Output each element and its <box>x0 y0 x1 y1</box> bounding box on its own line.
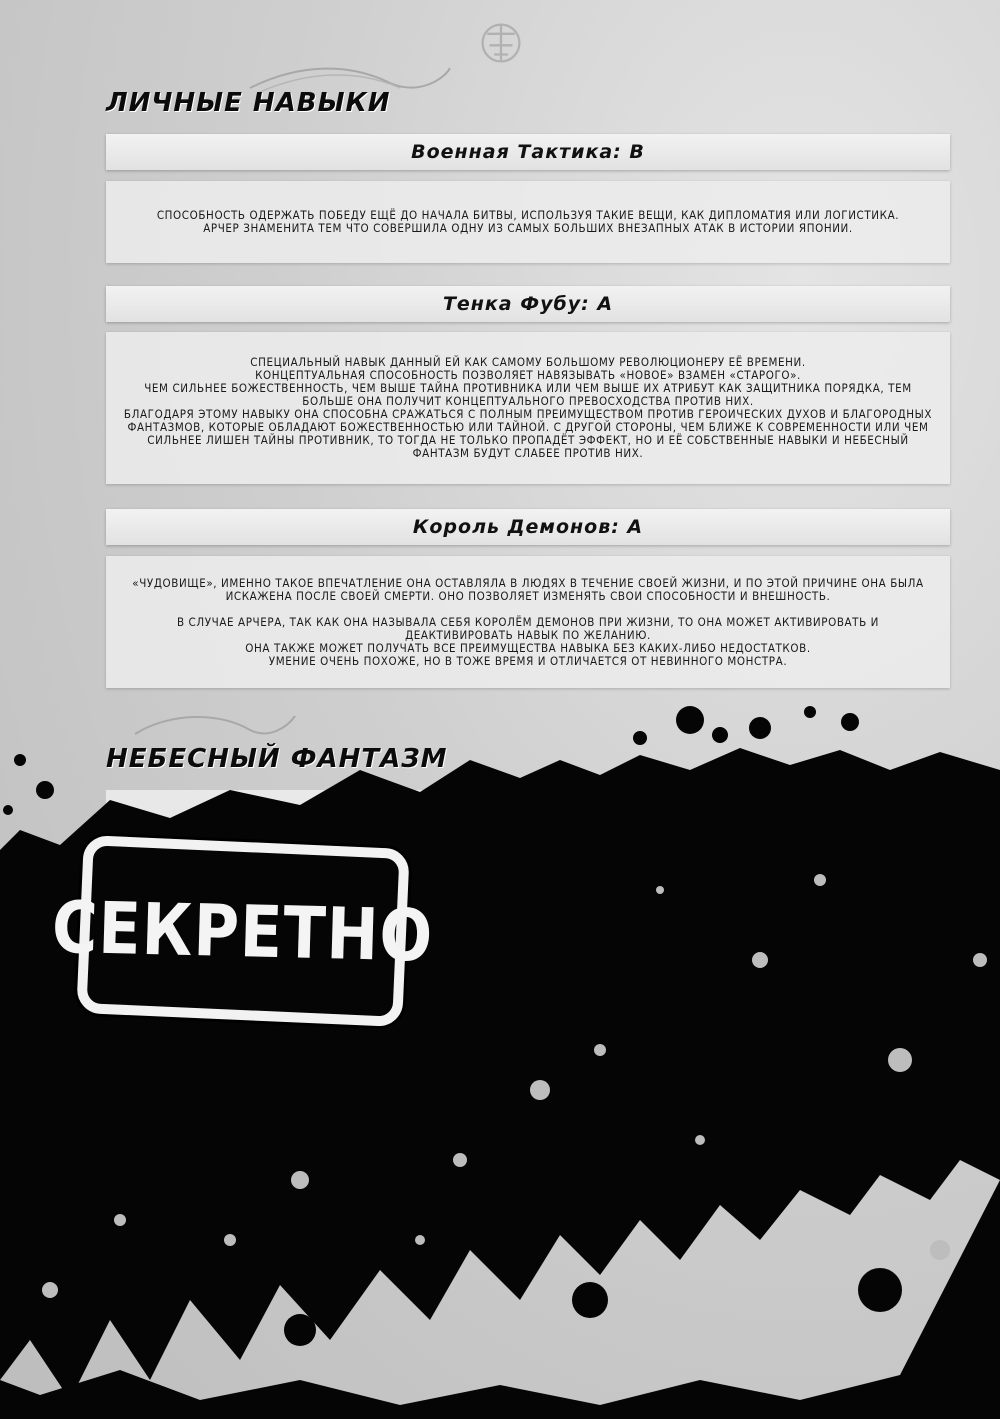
skill-paragraph: УМЕНИЕ ОЧЕНЬ ПОХОЖЕ, НО В ТОЖЕ ВРЕМЯ И ОТЛИЧАЕТСЯ ОТ НЕВИННОГО МОНСТРА. <box>268 653 788 668</box>
skill-paragraph: БЛАГОДАРЯ ЭТОМУ НАВЫКУ ОНА СПОСОБНА СРАЖАТЬСЯ С ПОЛНЫМ ПРЕИМУЩЕСТВОМ ПРОТИВ ГЕРОИЧЕСКИХ ДУХОВ И БЛАГОРОДНЫХ ФАНТАЗМОВ, КОТОРЫЕ ОБЛАДАЮТ БОЖЕСТВЕННОСТЬЮ ИЛИ ТАЙНОЙ. С ДРУГОЙ СТОРОНЫ, ЧЕМ БЛИЖЕ К СОВРЕМЕННОСТИ ИЛИ ЧЕМ СИЛЬНЕЕ ЛИШЕН ТАЙНЫ ПРОТИВНИК, ТО ТОГДА НЕ ТОЛЬКО ПРОПАДЁТ ЭФФЕКТ, НО И ЕЁ СОБСТВЕННЫЕ НАВЫКИ И НЕБЕСНЫЙ ФАНТАЗМ БУДУТ СЛАБЕЕ ПРОТИВ НИХ. <box>123 407 933 460</box>
skill-paragraph: АРЧЕР ЗНАМЕНИТА ТЕМ ЧТО СОВЕРШИЛА ОДНУ ИЗ САМЫХ БОЛЬШИХ ВНЕЗАПНЫХ АТАК В ИСТОРИИ ЯПОНИИ. <box>203 221 853 235</box>
heading-noble-phantasm: НЕБЕСНЫЙ ФАНТАЗМ <box>106 744 448 774</box>
skill-paragraph: СПЕЦИАЛЬНЫЙ НАВЫК ДАННЫЙ ЕЙ КАК САМОМУ БОЛЬШОМУ РЕВОЛЮЦИОНЕРУ ЕЁ ВРЕМЕНИ. <box>250 355 806 369</box>
secret-stamp <box>51 835 435 1027</box>
skill-paragraph: КОНЦЕПТУАЛЬНАЯ СПОСОБНОСТЬ ПОЗВОЛЯЕТ НАВЯЗЫВАТЬ «НОВОЕ» ВЗАМЕН «СТАРОГО». <box>255 368 801 382</box>
skill-paragraph: В СЛУЧАЕ АРЧЕРА, ТАК КАК ОНА НАЗЫВАЛА СЕБЯ КОРОЛЁМ ДЕМОНОВ ПРИ ЖИЗНИ, ТО ОНА МОЖЕТ АКТИВИРОВАТЬ И ДЕАКТИВИРОВАТЬ НАВЫК ПО ЖЕЛАНИЮ. <box>176 614 880 642</box>
skill-paragraph: «ЧУДОВИЩЕ», ИМЕННО ТАКОЕ ВПЕЧАТЛЕНИЕ ОНА ОСТАВЛЯЛА В ЛЮДЯХ В ТЕЧЕНИЕ СВОЕЙ ЖИЗНИ, И ПО ЭТОЙ ПРИЧИНЕ ОНА БЫЛА ИСКАЖЕНА ПОСЛЕ СВОЕЙ СМЕРТИ. ОНО ПОЗВОЛЯЕТ ИЗМЕНЯТЬ СВОИ СПОСОБНОСТИ И ВНЕШНОСТЬ. <box>132 575 924 603</box>
skill-paragraph: ОНА ТАКЖЕ МОЖЕТ ПОЛУЧАТЬ ВСЕ ПРЕИМУЩЕСТВА НАВЫКА БЕЗ КАКИХ-ЛИБО НЕДОСТАТКОВ. <box>245 640 811 655</box>
heading-personal-skills: ЛИЧНЫЕ НАВЫКИ <box>106 88 391 118</box>
skill-title: Тенка Фубу: A <box>442 293 614 315</box>
skill-title: Король Демонов: A <box>412 516 644 538</box>
secret-stamp-text: СЕКРЕТНО <box>51 884 435 978</box>
skill-paragraph: ЧЕМ СИЛЬНЕЕ БОЖЕСТВЕННОСТЬ, ЧЕМ ВЫШЕ ТАЙНА ПРОТИВНИКА ИЛИ ЧЕМ ВЫШЕ ИХ АТРИБУТ КАК ЗАЩИТНИКА ПОРЯДКА, ТЕМ БОЛЬШЕ ОНА ПОЛУЧИТ КОНЦЕПТУАЛЬНОГО ПРЕВОСХОДСТВА ПРОТИВ НИХ. <box>144 381 912 408</box>
skill-paragraph: СПОСОБНОСТЬ ОДЕРЖАТЬ ПОБЕДУ ЕЩЁ ДО НАЧАЛА БИТВЫ, ИСПОЛЬЗУЯ ТАКИЕ ВЕЩИ, КАК ДИПЛОМАТИЯ ИЛИ ЛОГИСТИКА. <box>156 208 900 222</box>
skill-title: Военная Тактика: B <box>411 141 645 163</box>
